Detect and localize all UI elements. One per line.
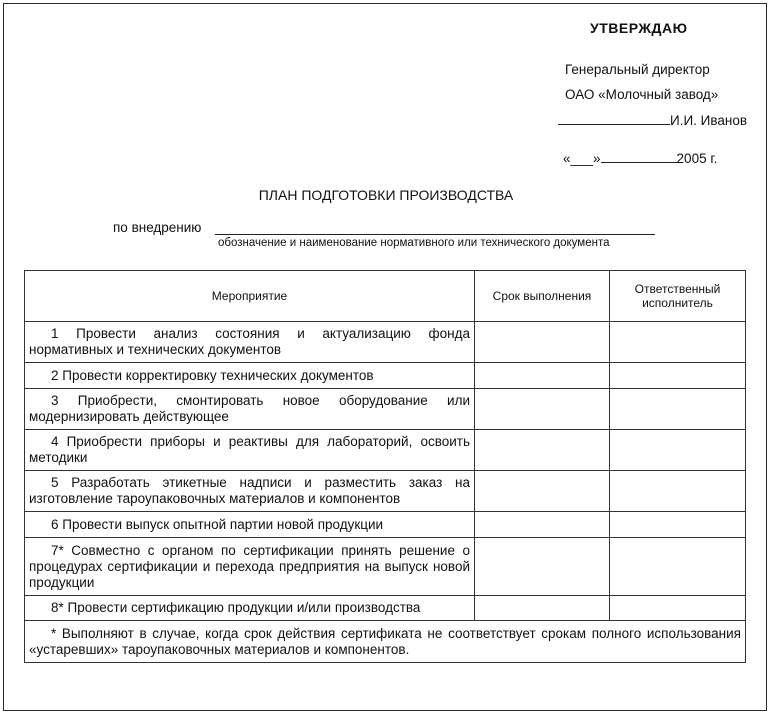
table-header-row bbox=[25, 271, 746, 322]
deadline-cell bbox=[475, 512, 610, 538]
deadline-cell bbox=[475, 471, 610, 512]
table-row bbox=[25, 512, 746, 538]
activity-cell bbox=[25, 322, 475, 363]
responsible-cell bbox=[610, 471, 746, 512]
header-deadline: Срок выполнения bbox=[475, 271, 610, 322]
activity-text: 2 Провести корректировку технических документов bbox=[51, 367, 374, 383]
responsible-cell bbox=[610, 538, 746, 596]
activity-cell bbox=[25, 363, 475, 389]
deadline-cell bbox=[475, 430, 610, 471]
activity-text: 7* Совместно с органом по сертификации принять решение о процедурах сертификации и перехода предприятия на выпуск новой продукции bbox=[29, 542, 470, 590]
deadline-cell bbox=[475, 322, 610, 363]
activity-text: 4 Приобрести приборы и реактивы для лабораторий, освоить методики bbox=[29, 434, 470, 465]
deadline-cell bbox=[475, 596, 610, 621]
responsible-cell bbox=[610, 363, 746, 389]
date-day: «___» bbox=[563, 151, 601, 166]
footnote-cell bbox=[25, 621, 746, 663]
activity-cell bbox=[25, 512, 475, 538]
responsible-cell bbox=[610, 596, 746, 621]
table-row bbox=[25, 389, 746, 430]
responsible-cell bbox=[610, 322, 746, 363]
activity-text: 5 Разработать этикетные надписи и разместить заказ на изготовление тароупаковочных материалов и компонентов bbox=[29, 475, 470, 506]
activity-cell bbox=[25, 471, 475, 512]
table-row bbox=[25, 363, 746, 389]
implementation-label: по внедрению bbox=[113, 220, 202, 235]
approval-title: УТВЕРЖДАЮ bbox=[590, 20, 688, 36]
footnote-row bbox=[25, 621, 746, 663]
approval-position: Генеральный директор bbox=[565, 62, 710, 77]
activity-text: 3 Приобрести, смонтировать новое оборудование или модернизировать действующее bbox=[29, 393, 470, 424]
approval-signatory: И.И. Иванов bbox=[670, 113, 748, 128]
responsible-cell bbox=[610, 512, 746, 538]
activity-text: 8* Провести сертификацию продукции и/или производства bbox=[51, 600, 421, 615]
approval-date bbox=[563, 150, 717, 166]
activity-cell bbox=[25, 596, 475, 621]
deadline-cell bbox=[475, 389, 610, 430]
activity-cell bbox=[25, 430, 475, 471]
activity-text: 1 Провести анализ состояния и актуализацию фонда нормативных и технических документов bbox=[29, 326, 470, 357]
activity-text: 6 Провести выпуск опытной партии новой продукции bbox=[51, 516, 384, 532]
deadline-cell bbox=[475, 538, 610, 596]
plan-table bbox=[24, 270, 746, 663]
date-year: 2005 г. bbox=[676, 151, 718, 166]
implementation-caption: обозначение и наименование нормативного или технического документа bbox=[218, 237, 610, 249]
table-row bbox=[25, 538, 746, 596]
deadline-cell bbox=[475, 363, 610, 389]
approval-company: ОАО «Молочный завод» bbox=[565, 87, 719, 102]
activity-cell bbox=[25, 538, 475, 596]
responsible-cell bbox=[610, 430, 746, 471]
signature-line bbox=[558, 112, 747, 128]
responsible-cell bbox=[610, 389, 746, 430]
signature-blank bbox=[558, 112, 670, 125]
footnote-text: * Выполняют в случае, когда срок действия сертификата не соответствует срокам полного использования «устаревших» тароупаковочных материалов и компонентов. bbox=[29, 625, 741, 657]
table-row bbox=[25, 596, 746, 621]
activity-cell bbox=[25, 389, 475, 430]
header-activity: Мероприятие bbox=[25, 271, 475, 322]
implementation-blank bbox=[215, 234, 655, 235]
date-month-blank bbox=[601, 150, 677, 163]
header-responsible: Ответственный исполнитель bbox=[610, 271, 746, 322]
table-row bbox=[25, 430, 746, 471]
plan-title: ПЛАН ПОДГОТОВКИ ПРОИЗВОДСТВА bbox=[258, 187, 514, 203]
table-row bbox=[25, 322, 746, 363]
table-row bbox=[25, 471, 746, 512]
